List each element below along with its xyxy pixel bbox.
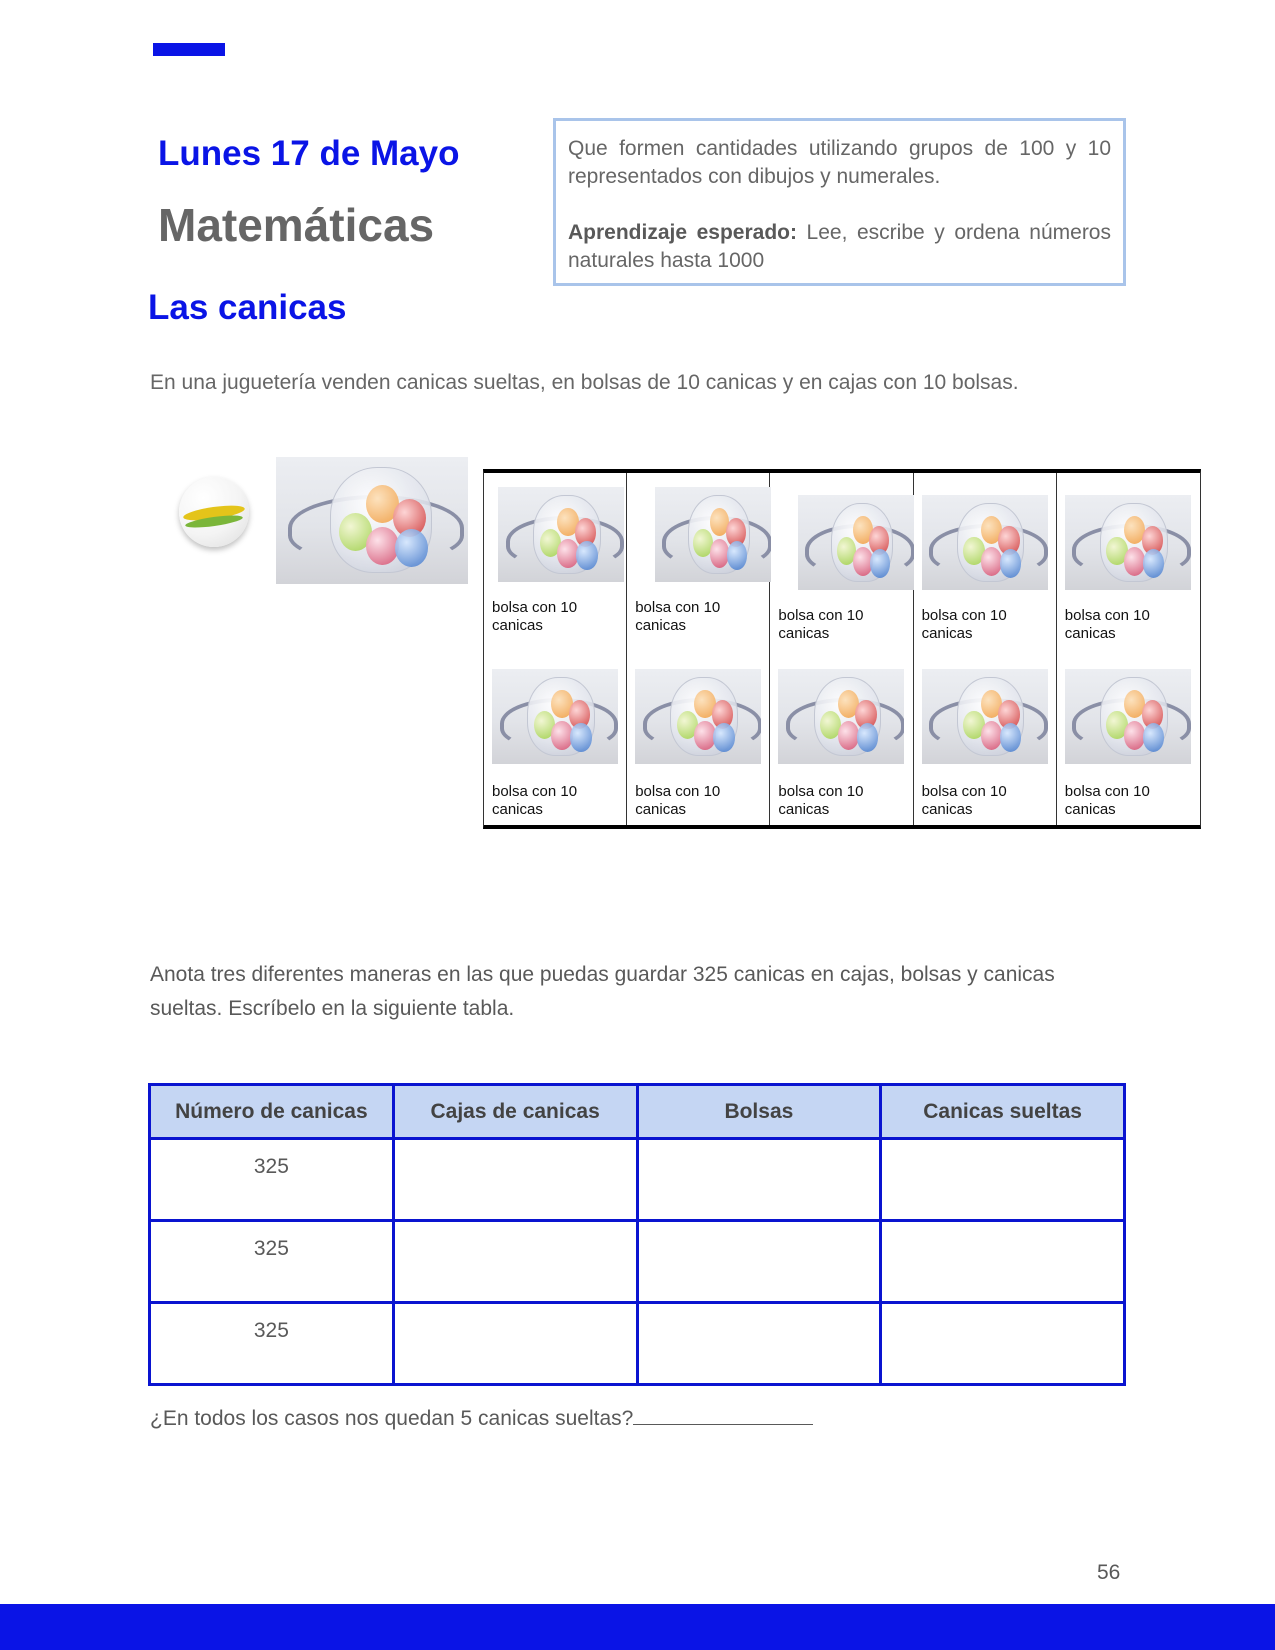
- bag-caption-line2: canicas: [778, 625, 830, 642]
- answer-table: [148, 1083, 1126, 1386]
- question-line: [150, 1404, 813, 1431]
- cell-numero: 325: [150, 1139, 394, 1221]
- task-instructions: Anota tres diferentes maneras en las que puedas guardar 325 canicas en cajas, bolsas y canicas sueltas. Escríbelo en la siguiente tabla.: [150, 963, 1055, 1020]
- page-number: 56: [1097, 1561, 1121, 1584]
- marble-icon: [179, 477, 249, 547]
- bag-caption-line1: bolsa con 10: [778, 607, 864, 624]
- bag-caption-line2: canicas: [1064, 801, 1116, 818]
- bag-caption: [1065, 783, 1150, 819]
- section-title: Las canicas: [148, 288, 347, 327]
- answer-blank[interactable]: [633, 1404, 813, 1425]
- table-row: [150, 1139, 1125, 1221]
- bag-caption-line1: bolsa con 10: [492, 783, 578, 800]
- bag-caption-line2: canicas: [1064, 625, 1116, 642]
- bag-column: [770, 473, 913, 825]
- marble-bag-image: [276, 457, 468, 584]
- bag-caption: [635, 599, 720, 635]
- bag-caption-line1: bolsa con 10: [635, 599, 721, 616]
- bottom-accent-bar: [0, 1604, 1275, 1650]
- table-row: [150, 1303, 1125, 1385]
- top-accent-bar: [153, 43, 225, 56]
- marble-bag-image: [498, 487, 624, 582]
- cell-numero: 325: [150, 1221, 394, 1303]
- table-header-row: [150, 1085, 1125, 1139]
- bag-column: [627, 473, 770, 825]
- learning-text: Lee, escribe y ordena números naturales hasta 1000: [568, 221, 1111, 272]
- bag-caption: [635, 783, 720, 819]
- marble-bag-image: [655, 487, 771, 582]
- bag-caption-line2: canicas: [635, 801, 687, 818]
- table-row: [150, 1221, 1125, 1303]
- bag-caption: [922, 783, 1007, 819]
- bag-caption: [778, 607, 863, 643]
- lesson-date: Lunes 17 de Mayo: [158, 134, 460, 173]
- bag-caption-line2: canicas: [635, 617, 687, 634]
- marble-bag-image: [635, 669, 761, 764]
- bag-caption-line1: bolsa con 10: [635, 783, 721, 800]
- marble-bag-image: [922, 669, 1048, 764]
- cell-bolsas[interactable]: [637, 1221, 881, 1303]
- bag-column: [1057, 473, 1200, 825]
- cell-numero: 325: [150, 1303, 394, 1385]
- bag-caption-line1: bolsa con 10: [778, 783, 864, 800]
- bag-caption-line1: bolsa con 10: [492, 599, 578, 616]
- bag-caption: [492, 599, 577, 635]
- marble-bag-image: [778, 669, 904, 764]
- learning-expected: [568, 219, 1111, 275]
- marble-bag-image: [1065, 495, 1191, 590]
- bag-caption-line2: canicas: [921, 801, 973, 818]
- cell-cajas[interactable]: [393, 1303, 637, 1385]
- bag-caption-line1: bolsa con 10: [921, 783, 1007, 800]
- bag-caption-line1: bolsa con 10: [1064, 607, 1150, 624]
- bag-caption-line1: bolsa con 10: [1064, 783, 1150, 800]
- header-canicas-sueltas: Canicas sueltas: [881, 1085, 1125, 1139]
- header-numero-de-canicas: Número de canicas: [150, 1085, 394, 1139]
- bag-caption-line2: canicas: [778, 801, 830, 818]
- objective-text: Que formen cantidades utilizando grupos de 100 y 10 representados con dibujos y numerales.: [568, 137, 1111, 188]
- marble-bag-image: [922, 495, 1048, 590]
- bag-caption: [492, 783, 577, 819]
- objective-box: [553, 118, 1126, 286]
- cell-sueltas[interactable]: [881, 1139, 1125, 1221]
- bag-caption-line1: bolsa con 10: [921, 607, 1007, 624]
- learning-label: Aprendizaje esperado:: [568, 221, 797, 244]
- bag-column: [484, 473, 627, 825]
- cell-sueltas[interactable]: [881, 1221, 1125, 1303]
- header-cajas-de-canicas: Cajas de canicas: [393, 1085, 637, 1139]
- question-text: ¿En todos los casos nos quedan 5 canicas sueltas?: [150, 1407, 634, 1430]
- bag-caption: [922, 607, 1007, 643]
- header-bolsas: Bolsas: [637, 1085, 881, 1139]
- bag-caption-line2: canicas: [492, 617, 543, 634]
- intro-text: En una juguetería venden canicas sueltas, en bolsas de 10 canicas y en cajas con 10 bolsas.: [150, 371, 1019, 394]
- bag-caption-line2: canicas: [921, 625, 973, 642]
- bag-caption: [778, 783, 863, 819]
- bag-caption: [1065, 607, 1150, 643]
- bag-caption-line2: canicas: [492, 801, 543, 818]
- bag-column: [914, 473, 1057, 825]
- subject-title: Matemáticas: [158, 199, 435, 251]
- cell-cajas[interactable]: [393, 1221, 637, 1303]
- bag-grid: [483, 469, 1201, 829]
- marble-bag-image: [492, 669, 618, 764]
- cell-cajas[interactable]: [393, 1139, 637, 1221]
- marble-bag-image: [798, 495, 914, 590]
- cell-bolsas[interactable]: [637, 1139, 881, 1221]
- cell-sueltas[interactable]: [881, 1303, 1125, 1385]
- marble-bag-image: [1065, 669, 1191, 764]
- cell-bolsas[interactable]: [637, 1303, 881, 1385]
